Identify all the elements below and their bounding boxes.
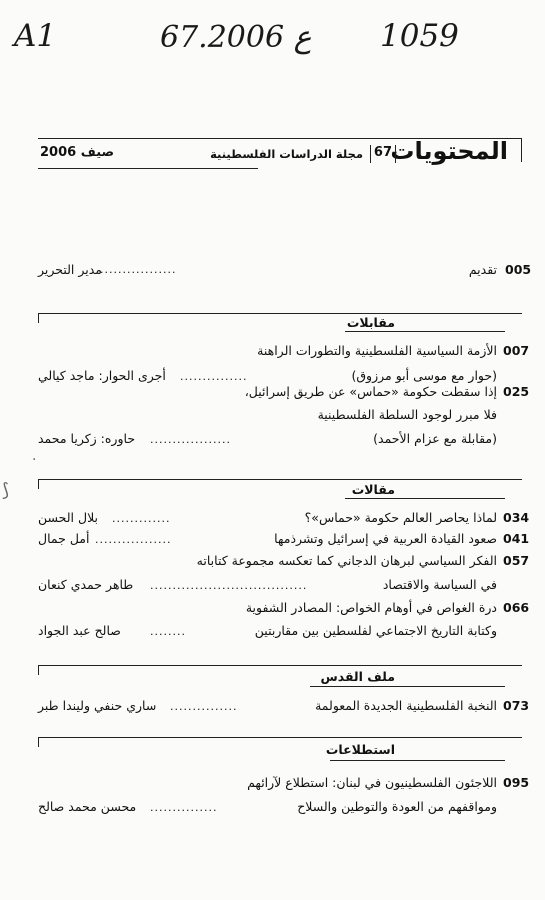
entry-author: محسن محمد صالح	[38, 799, 137, 814]
page-title: المحتويات	[390, 137, 508, 165]
section-tick	[38, 737, 39, 747]
masthead-divider	[370, 145, 371, 163]
masthead-bottom-rule	[38, 168, 258, 169]
section-heading-jerusalem-file: ملف القدس	[320, 669, 395, 684]
entry-page-number: 034	[503, 510, 530, 525]
section-heading-interviews: مقابلات	[346, 315, 395, 330]
leader-dots: ...............	[180, 370, 248, 383]
intro-author: مدير التحرير	[38, 262, 103, 277]
entry-title-line: درة الغواص في أوهام الخواص: المصادر الشفوية	[245, 600, 497, 615]
section-tick	[38, 313, 39, 323]
entry-title-line: في السياسة والاقتصاد	[382, 577, 497, 592]
handwritten-shelf-mark: A1	[14, 18, 57, 54]
scan-speck: ·	[32, 452, 37, 468]
entry-page-number: 025	[503, 384, 530, 399]
leader-dots: .................	[95, 533, 172, 546]
section-heading-surveys: استطلاعات	[325, 742, 395, 757]
section-tick	[38, 665, 39, 675]
section-tick	[38, 479, 39, 489]
masthead-right-tick	[521, 138, 522, 162]
section-rule	[38, 665, 522, 666]
leader-dots: ..................	[150, 433, 231, 446]
section-rule	[38, 313, 522, 314]
section-rule	[38, 737, 522, 738]
leader-dots: ...................................	[150, 579, 308, 592]
entry-title-line: (مقابلة مع عزام الأحمد)	[373, 431, 497, 446]
section-underline	[330, 760, 505, 761]
contents-masthead	[38, 137, 508, 167]
entry-title-line: اللاجئون الفلسطينيون في لبنان: استطلاع لآرائهم	[247, 775, 497, 790]
leader-dots: ........	[150, 625, 186, 638]
leader-dots: ...............	[150, 801, 218, 814]
entry-author: أجرى الحوار: ماجد كيالي	[38, 368, 166, 383]
entry-page-number: 007	[503, 343, 530, 358]
intro-page-number: 005	[505, 262, 532, 277]
entry-author: طاهر حمدي كنعان	[38, 577, 134, 592]
entry-page-number: 095	[503, 775, 530, 790]
intro-title: تقديم	[468, 262, 497, 277]
section-heading-articles: مقالات	[351, 482, 395, 497]
entry-title-line: وكتابة التاريخ الاجتماعي لفلسطين بين مقاربتين	[254, 623, 497, 638]
entry-page-number: 073	[503, 698, 530, 713]
entry-title-line: الأزمة السياسية الفلسطينية والتطورات الراهنة	[257, 343, 497, 358]
entry-title-line: (حوار مع موسى أبو مرزوق)	[351, 368, 497, 383]
scan-mark: ⟆	[2, 480, 10, 501]
entry-author: صالح عبد الجواد	[38, 623, 121, 638]
leader-dots: .................	[100, 263, 177, 276]
leader-dots: ...............	[170, 700, 238, 713]
section-rule	[38, 479, 522, 480]
entry-title-line: لماذا يحاصر العالم حكومة «حماس»؟	[304, 510, 497, 525]
entry-title-line: إذا سقطت حكومة «حماس» عن طريق إسرائيل،	[244, 384, 497, 399]
entry-title-line: الفكر السياسي لبرهان الدجاني كما تعكسه مجموعة كتاباته	[196, 553, 497, 568]
entry-author: بلال الحسن	[38, 510, 99, 525]
entry-title-line: صعود القيادة العربية في إسرائيل وتشرذمها	[274, 531, 497, 546]
section-underline	[345, 498, 505, 499]
section-underline	[310, 686, 505, 687]
entry-page-number: 057	[503, 553, 530, 568]
entry-page-number: 066	[503, 600, 530, 615]
entry-author: أمل جمال	[38, 531, 90, 546]
entry-title-line: فلا مبرر لوجود السلطة الفلسطينية	[317, 407, 497, 422]
entry-author: حاوره: زكريا محمد	[38, 431, 136, 446]
leader-dots: .............	[112, 512, 171, 525]
issue-number: 67	[373, 145, 392, 160]
entry-author: ساري حنفي وليندا طبر	[38, 698, 157, 713]
masthead-divider	[395, 145, 396, 163]
handwritten-accession-number: 1059	[380, 18, 459, 54]
entry-page-number: 041	[503, 531, 530, 546]
entry-title-line: النخبة الفلسطينية الجديدة المعولمة	[315, 698, 497, 713]
issue-season: صيف 2006	[40, 145, 115, 160]
handwritten-issue-note: 67.ع 2006	[160, 20, 312, 55]
section-underline	[345, 331, 505, 332]
journal-name: مجلة الدراسات الفلسطينية	[210, 147, 363, 161]
entry-title-line: ومواقفهم من العودة والتوطين والسلاح	[297, 799, 497, 814]
